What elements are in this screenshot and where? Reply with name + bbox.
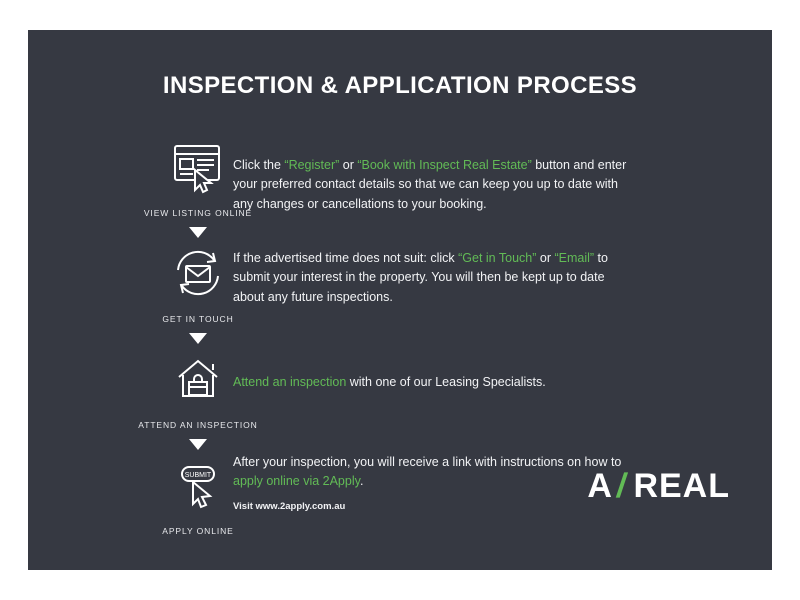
house-briefcase-icon bbox=[166, 352, 230, 412]
arrow-down-icon bbox=[189, 227, 207, 238]
arrow-down-icon bbox=[189, 439, 207, 450]
paragraph-attend-inspection bbox=[233, 373, 633, 392]
text-segment: button and enter your preferred contact details so that we can keep you up to date with any changes or cancellations to your booking. bbox=[233, 158, 627, 211]
slide-canvas bbox=[28, 30, 772, 570]
step-label: ATTEND AN INSPECTION bbox=[138, 420, 258, 430]
logo-text-left: A bbox=[587, 467, 613, 505]
link-get-in-touch[interactable]: “Get in Touch” bbox=[458, 251, 537, 265]
link-email[interactable]: “Email” bbox=[554, 251, 595, 265]
step-label: APPLY ONLINE bbox=[162, 526, 234, 536]
link-attend-an-inspection[interactable]: Attend an inspection bbox=[233, 375, 347, 389]
text-segment: . bbox=[359, 474, 364, 489]
paragraph-get-in-touch bbox=[233, 249, 633, 307]
step-label: VIEW LISTING ONLINE bbox=[143, 208, 253, 218]
text-segment: If the advertised time does not suit: click bbox=[233, 251, 459, 265]
brand-logo bbox=[587, 467, 730, 506]
link-apply-online-via-2apply[interactable]: apply online via 2Apply bbox=[233, 474, 360, 489]
link-book-with-inspect-real-estate[interactable]: “Book with Inspect Real Estate” bbox=[357, 158, 532, 172]
page-title: INSPECTION & APPLICATION PROCESS bbox=[162, 72, 638, 99]
text-segment: with one of our Leasing Specialists. bbox=[346, 375, 546, 389]
envelope-refresh-icon bbox=[166, 246, 230, 306]
paragraph-view-listing bbox=[233, 156, 633, 214]
text-segment: to submit your interest in the property. You will then be kept up to date about any future inspections. bbox=[233, 251, 608, 304]
paragraph-apply-online bbox=[233, 453, 633, 492]
step-label: GET IN TOUCH bbox=[162, 314, 234, 324]
text-segment: or bbox=[339, 158, 358, 172]
arrow-down-icon bbox=[189, 333, 207, 344]
logo-slash-icon: / bbox=[614, 467, 631, 505]
submit-button-cursor-icon bbox=[166, 458, 230, 518]
listing-window-cursor-icon bbox=[166, 140, 230, 200]
link-register[interactable]: “Register” bbox=[284, 158, 340, 172]
logo-text-right: REAL bbox=[633, 467, 730, 505]
text-segment: or bbox=[536, 251, 555, 265]
text-segment: After your inspection, you will receive a link with instructions on how to bbox=[233, 455, 622, 469]
visit-url-note: Visit www.2apply.com.au bbox=[233, 501, 346, 512]
text-segment: Click the bbox=[233, 158, 285, 172]
svg-text:SUBMIT: SUBMIT bbox=[184, 472, 212, 479]
